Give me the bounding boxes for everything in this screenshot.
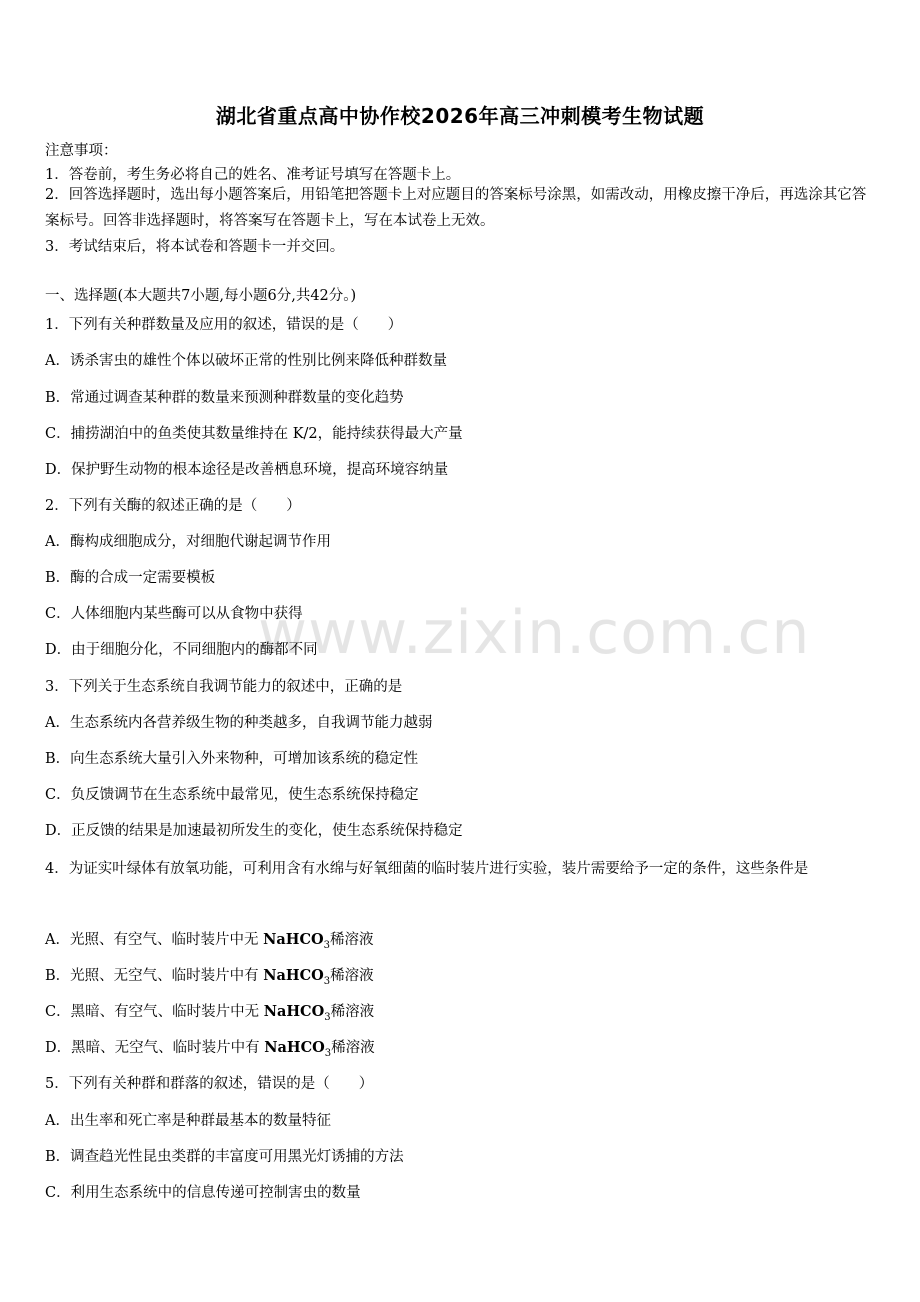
question-4-option-b [45,964,374,987]
question-2-option-a: A．酶构成细胞成分，对细胞代谢起调节作用 [45,534,331,550]
question-4-option-c [45,1000,374,1023]
question-5-stem: 5．下列有关种群和群落的叙述，错误的是（ ） [45,1076,374,1092]
chemical-formula: NaHCO [263,1003,325,1020]
question-1-option-c: C．捕捞湖泊中的鱼类使其数量维持在 K/2，能持续获得最大产量 [45,426,463,442]
watermark: www.zixin.com.cn [258,598,811,668]
question-2-option-d: D．由于细胞分化，不同细胞内的酶都不同 [45,642,318,658]
option-prefix: B．光照、无空气、临时装片中有 [45,968,264,984]
option-suffix: 稀溶液 [330,968,374,984]
notice-item-1: 1．答卷前，考生务必将自己的姓名、准考证号填写在答题卡上。 [45,167,461,183]
question-4-option-d [45,1036,375,1059]
question-2-option-c: C．人体细胞内某些酶可以从食物中获得 [45,606,303,622]
notice-item-2: 2．回答选择题时，选出每小题答案后，用铅笔把答题卡上对应题目的答案标号涂黑，如需改动，用橡皮擦干净后，再选涂其它答案标号。回答非选择题时，将答案写在答题卡上，写在本试卷上无效。 [45,187,867,229]
option-prefix: C．黑暗、有空气、临时装片中无 [45,1004,264,1020]
question-5-option-b: B．调查趋光性昆虫类群的丰富度可用黑光灯诱捕的方法 [45,1149,404,1165]
page-title: 湖北省重点高中协作校2026年高三冲刺模考生物试题 [215,104,705,128]
question-4-option-a [45,928,374,951]
question-1-option-d: D．保护野生动物的根本途径是改善栖息环境，提高环境容纳量 [45,462,449,478]
question-1-stem: 1．下列有关种群数量及应用的叙述，错误的是（ ） [45,317,403,333]
chemical-formula: NaHCO [264,1039,325,1056]
option-suffix: 稀溶液 [330,1004,375,1020]
option-suffix: 稀溶液 [331,1040,375,1056]
question-1-option-a: A．诱杀害虫的雄性个体以破坏正常的性别比例来降低种群数量 [45,353,447,369]
question-3-option-c: C．负反馈调节在生态系统中最常见，使生态系统保持稳定 [45,787,419,803]
option-prefix: D．黑暗、无空气、临时装片中有 [45,1040,265,1056]
chemical-formula: NaHCO [263,931,324,948]
chemical-subscript: 3 [323,939,330,951]
question-1-option-b: B．常通过调查某种群的数量来预测种群数量的变化趋势 [45,390,404,406]
chemical-subscript: 3 [323,975,331,987]
question-3-option-d: D．正反馈的结果是加速最初所发生的变化，使生态系统保持稳定 [45,823,463,839]
question-3-option-a: A．生态系统内各营养级生物的种类越多，自我调节能力越弱 [45,715,433,731]
question-3-option-b: B．向生态系统大量引入外来物种，可增加该系统的稳定性 [45,751,419,767]
option-suffix: 稀溶液 [330,932,374,948]
chemical-formula: NaHCO [263,967,324,984]
question-2-option-b: B．酶的合成一定需要模板 [45,570,216,586]
question-5-option-c: C．利用生态系统中的信息传递可控制害虫的数量 [45,1185,361,1201]
option-prefix: A．光照、有空气、临时装片中无 [45,932,264,948]
question-5-option-a: A．出生率和死亡率是种群最基本的数量特征 [45,1113,331,1129]
question-4-stem: 4．为证实叶绿体有放氧功能，可利用含有水绵与好氧细菌的临时装片进行实验，装片需要给予一定的条件，这些条件是 [45,861,809,877]
question-3-stem: 3．下列关于生态系统自我调节能力的叙述中，正确的是 [45,679,403,695]
question-2-stem: 2．下列有关酶的叙述正确的是（ ） [45,498,301,514]
section-heading: 一、选择题(本大题共7小题,每小题6分,共42分。) [45,288,357,304]
chemical-subscript: 3 [324,1011,331,1023]
notice-heading: 注意事项： [45,143,118,159]
chemical-subscript: 3 [324,1047,332,1059]
notice-item-3: 3．考试结束后，将本试卷和答题卡一并交回。 [45,239,345,255]
